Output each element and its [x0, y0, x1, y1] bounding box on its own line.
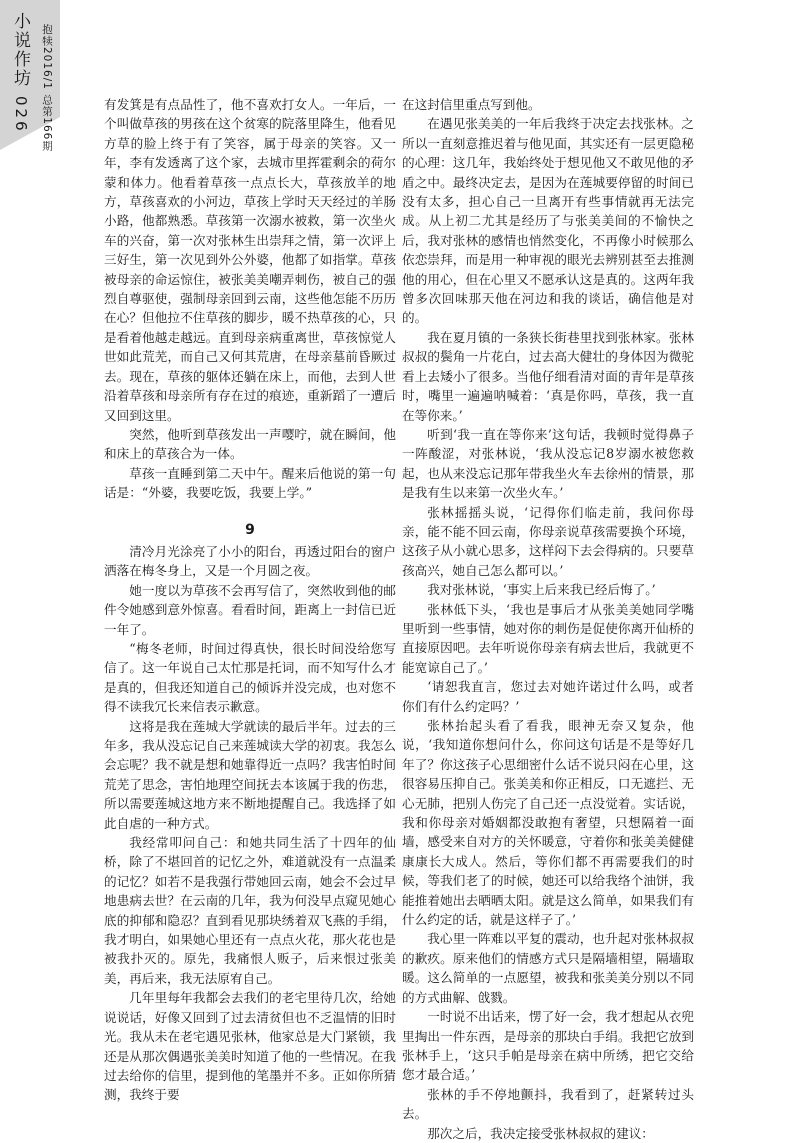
paragraph: 有发箕是有点品性了，他不喜欢打女人。一年后，一个叫做草孩的男孩在这个贫寒的院落里降生，他看见方草的脸上终于有了笑容，属于母亲的笑容。又一年，李有发透离了这个家，去城市里挥霍剩余的荷尔蒙和体力。他看着草孩一点点长大，草孩放羊的地方，草孩喜欢的小河边，草孩上学时天天经过的羊肠小路，他都熟悉。草孩第一次溺水被救，第一次坐火车的兴奋，第一次对张林生出崇拜之情，第一次评上三好生，第一次见到外公外婆，他都了如指掌。草孩被母亲的命运惊住，被张美美嘲弄刺伤，被自己的强烈自尊驱使，强制母亲回到云南，这些他怎能不历历在心？但他拉不住草孩的脚步，暖不热草孩的心，只是看着他越走越远。直到母亲病重离世，草孩惊觉人世如此荒芜，而自己又何其荒唐，在母亲墓前昏厥过去。现在，草孩的躯体还躺在床上，而他，去到人世沿着草孩和母亲所有存在过的痕迹，重新蹈了一遭后又回到这里。 [104, 97, 396, 423]
paragraph: 我在夏月镇的一条狭长街巷里找到张林家。张林叔叔的鬓角一片花白，过去高大健壮的身体因为微驼看上去矮小了很多。当他仔细看清对面的青年是草孩时，嘴里一遍遍呐喊着：‘真是你吗，草孩，我一直在等你来。’ [402, 329, 694, 423]
paragraph: 张林的手不停地颤抖，我看到了，赶紧转过头去。 [402, 1086, 694, 1122]
paragraph: 一时说不出话来，愣了好一会，我才想起从衣兜里掏出一件东西，是母亲的那块白手绢。我把它放到张林手上，‘这只手帕是母亲在病中所绣，把它交给您才最合适。’ [402, 1009, 694, 1083]
paragraph: 她一度以为草孩不会再写信了，突然收到他的邮件令她感到意外惊喜。看看时间，距离上一封信已近一年了。 [104, 582, 396, 637]
issue-info: 抱犊2016/1 总第166期 [41, 24, 53, 152]
paragraph: ‘请恕我直言，您过去对她许诺过什么吗，或者你们有什么约定吗？’ [402, 679, 694, 714]
chapter-number: 9 [245, 521, 255, 538]
paragraph: 我经常叩问自己：和她共同生活了十四年的仙桥，除了不堪回首的记忆之外，难道就没有一点温柔的记忆？如若不是我强行带她回云南，她会不会过早地患病去世？在云南的几年，我为何没早点窥见她心底的抑郁和隐忍？直到看见那块绣着双飞燕的手绢，我才明白，如果她心里还有一点点火花，那火花也是被我扑灭的。原先，我痛恨人贩子，后来恨过张美美，再后来，我无法原宥自己。 [104, 835, 396, 986]
paragraph: 张林抬起头看了看我，眼神无奈又复杂，他说，‘我知道你想问什么，你问这句话是不是等好几年了？你这孩子心思细密什么话不说只闷在心里，这很容易压抑自己。张美美和你正相反，口无遮拦、无心无肺，把别人伤完了自己还一点没觉着。实话说，我和你母亲对婚姻都没敢抱有奢望，只想隔着一面墙，感受来自对方的关怀暖意，守着你和张美美健健康康长大成人。然后，等你们都不再需要我们的时候，等我们老了的时候，她还可以给我络个油饼，我能推着她出去晒晒太阳。就是这么简单，如果我们有什么约定的话，就是这样子了。’ [402, 718, 694, 928]
page-number: 026 [12, 96, 30, 134]
paragraph: 几年里每年我都会去我们的老宅里待几次，给她说说话，好像又回到了过去清贫但也不乏温情的旧时光。我从未在老宅遇见张林，他家总是大门紧锁，我还是从那次偶遇张美美时知道了他的一些情况。在我过去给你的信里，提到他的笔墨并不多。正如你所猜测，我终于要 [104, 990, 396, 1103]
left-column [104, 95, 396, 1105]
paragraph: 听到‘我一直在等你来’这句话，我顿时觉得鼻子一阵酸涩，对张林说，‘我从没忘记8岁溺水被您救起，也从来没忘记那年带我坐火车去徐州的情景，那是我有生以来第一次坐火车。’ [402, 426, 694, 501]
paragraph: 在这封信里重点写到他。 [402, 97, 541, 112]
paragraph: 那次之后，我决定接受张林叔叔的建议： [427, 1125, 654, 1141]
paragraph: 这将是我在莲城大学就读的最后半年。过去的三年多，我从没忘记自己来莲城读大学的初衷。我怎么会忘呢？我不就是想和她靠得近一点吗？我害怕时间荒芜了思念，害怕地理空间抚去本该属于我的伤悲，所以需要莲城这地方来不断地提醒自己。我选择了如此自虐的一种方式。 [104, 718, 396, 831]
section-name: 小说作坊 [10, 12, 30, 88]
paragraph: 我对张林说，‘事实上后来我已经后悔了。’ [427, 582, 656, 598]
paragraph: 张林摇摇头说，‘记得你们临走前，我问你母亲，能不能不回云南，你母亲说草孩需要换个环境，这孩子从小就心思多，这样闷下去会得病的。只要草孩高兴，她自己怎么都可以。’ [402, 504, 694, 578]
paragraph: 张林低下头，‘我也是事后才从张美美她同学嘴里听到一些事情，她对你的刺伤是促使你离开仙桥的直接原因吧。去年听说你母亲有病去世后，我就更不能宽谅自己了。’ [402, 601, 694, 675]
paragraph: “梅冬老师，时间过得真快，很长时间没给您写信了。这一年说自己太忙那是托词，而不知写什么才是真的，但我还知道自己的倾诉并没完成，也对您不得不读我冗长来信表示歉意。 [104, 640, 396, 715]
paragraph: 我心里一阵难以平复的震动，也升起对张林叔叔的歉疚。原来他们的情感方式只是隔墙相望，隔墙取暖。这么简单的一点愿望，被我和张美美分别以不同的方式曲解、戗戮。 [402, 931, 694, 1005]
right-column [402, 95, 694, 1143]
paragraph: 在遇见张美美的一年后我终于决定去找张林。之所以一直刻意推迟着与他见面，其实还有一层更隐秘的心理：这几年，我始终处于想见他又不敢见他的矛盾之中。最终决定去，是因为在莲城要停留的时间已没有太多，担心自己一旦离开有些事情就再无法完成。从上初二尤其是经历了与张美美间的不愉快之后，我对张林的感情也悄然变化，不再像小时候那么依恋崇拜，而是用一种审视的眼光去辨别甚至去推测他的用心，但在心里又不愿承认这是真的。这两年我曾多次回味那天他在河边和我的谈话，确信他是对的。 [402, 116, 694, 326]
paragraph: 草孩一直睡到第二天中午。醒来后他说的第一句话是：“外婆，我要吃饭，我要上学。” [104, 465, 396, 501]
paragraph: 清冷月光涂亮了小小的阳台，再透过阳台的窗户洒落在梅冬身上，又是一个月圆之夜。 [104, 543, 396, 579]
paragraph: 突然，他听到草孩发出一声嘤咛，就在瞬间，他和床上的草孩合为一体。 [104, 426, 396, 462]
